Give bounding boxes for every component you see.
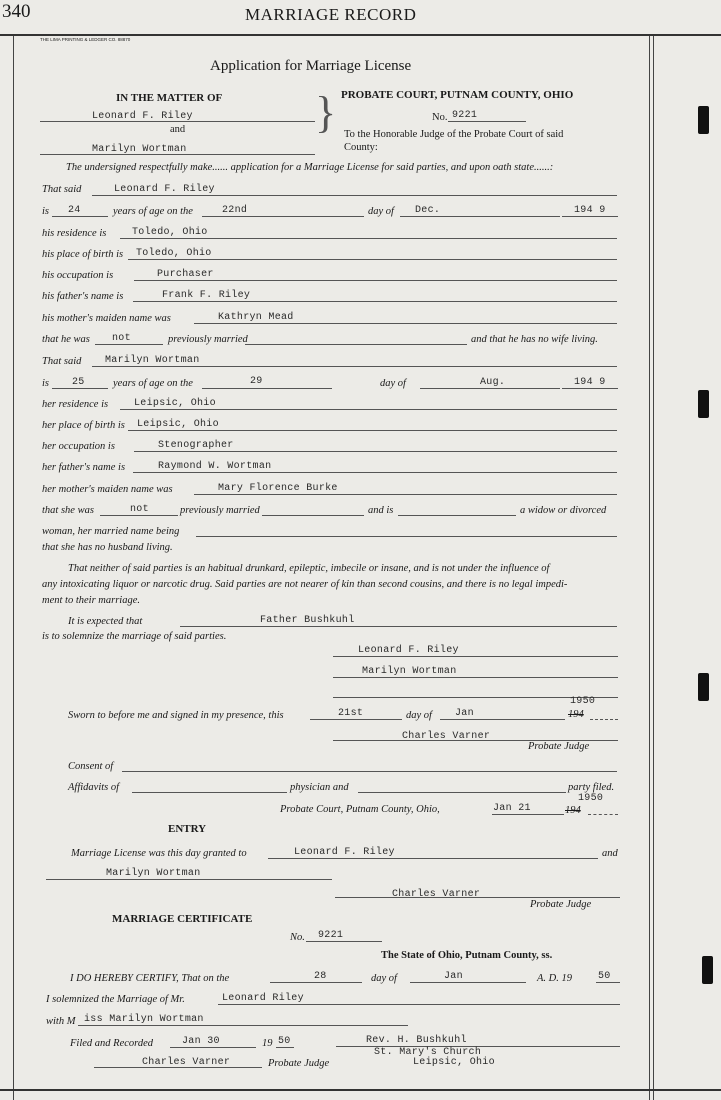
bride-married-value: not	[130, 504, 149, 515]
judge-signature-2: Charles Varner	[392, 889, 481, 900]
rule	[202, 388, 332, 389]
rule	[40, 154, 315, 155]
probate-judge-3: Probate Judge	[268, 1058, 330, 1069]
binder-tab-mark	[702, 956, 713, 984]
groom-father-label: his father's name is	[42, 291, 124, 302]
rule	[333, 677, 618, 678]
rule	[40, 121, 315, 122]
honorable-line2: County:	[344, 142, 378, 153]
rule	[335, 897, 620, 898]
rule	[398, 515, 516, 516]
groom-age: 24	[68, 205, 81, 216]
groom-name: Leonard F. Riley	[114, 184, 215, 195]
rule	[562, 216, 618, 217]
judge-signature-1: Charles Varner	[402, 731, 491, 742]
rule	[133, 472, 617, 473]
groom-birthplace: Toledo, Ohio	[136, 248, 212, 259]
groom-mother-label: his mother's maiden name was	[42, 313, 171, 324]
party-filed: party filed.	[568, 782, 615, 793]
groom-married-b: previously married	[168, 334, 248, 345]
rule	[270, 982, 362, 983]
bride-residence: Leipsic, Ohio	[134, 398, 216, 409]
judge-signature-3: Charles Varner	[142, 1057, 231, 1068]
rule	[132, 792, 287, 793]
groom-is: is	[42, 206, 50, 217]
bride-mother-label: her mother's maiden name was	[42, 484, 173, 495]
page-number: 340	[2, 1, 31, 22]
groom-birth-year: 194 9	[574, 205, 606, 216]
header-rule	[0, 34, 721, 36]
bride-birthplace: Leipsic, Ohio	[137, 419, 219, 430]
bride-widow-text: a widow or divorced	[520, 505, 607, 516]
bride-residence-label: her residence is	[42, 399, 109, 410]
rule	[170, 1047, 256, 1048]
officiant-signature: Rev. H. Bushkuhl	[366, 1035, 467, 1046]
marriage-year: 50	[598, 971, 611, 982]
right-margin-rule	[649, 36, 650, 1100]
sworn-year-handwritten: 1950	[570, 696, 596, 707]
certificate-no-label: No.	[290, 932, 305, 943]
footer-rule	[0, 1089, 721, 1091]
certify-label: I DO HEREBY CERTIFY, That on the	[70, 973, 230, 984]
rule	[92, 366, 617, 367]
rule	[122, 771, 617, 772]
rule	[52, 388, 108, 389]
state-county: The State of Ohio, Putnam County, ss.	[381, 950, 553, 961]
form-title: Application for Marriage License	[210, 58, 412, 74]
bride-no-husband: that she has no husband living.	[42, 542, 173, 553]
entry-and: and	[602, 848, 618, 859]
certificate-number: 9221	[318, 930, 344, 941]
groom-occupation-label: his occupation is	[42, 270, 114, 281]
groom-married-a: that he was	[42, 334, 90, 345]
groom-father: Frank F. Riley	[162, 290, 251, 301]
entry-bride: Marilyn Wortman	[106, 868, 201, 879]
groom-that-said: That said	[42, 184, 82, 195]
rule	[358, 792, 566, 793]
granted-label: Marriage License was this day granted to	[71, 848, 247, 859]
rule	[128, 259, 617, 260]
and-word: and	[170, 124, 186, 135]
ad-label: A. D. 19	[537, 973, 572, 984]
groom-residence-label: his residence is	[42, 228, 107, 239]
officiant-name: Father Bushkuhl	[260, 615, 355, 626]
rule	[202, 216, 364, 217]
sworn-day: 21st	[338, 708, 364, 719]
church-town: Leipsic, Ohio	[413, 1057, 495, 1068]
groom-occupation: Purchaser	[157, 269, 214, 280]
expected-label: It is expected that	[68, 616, 143, 627]
bride-that-said: That said	[42, 356, 82, 367]
marriage-day: 28	[314, 971, 327, 982]
bride-is: is	[42, 378, 50, 389]
printer-credit: THE LIMA PRINTING & LEDGER CO. 88870	[40, 37, 131, 42]
bride-day-of: day of	[380, 378, 406, 389]
bride-mother: Mary Florence Burke	[218, 483, 338, 494]
rule	[590, 719, 618, 720]
consent-label: Consent of	[68, 761, 114, 772]
rule	[194, 323, 617, 324]
rule	[448, 121, 526, 122]
bride-age: 25	[72, 377, 85, 388]
filed-year-label: 19	[262, 1038, 273, 1049]
oath-line1: That neither of said parties is an habitual drunkard, epileptic, imbecile or insane, and is not under the influence of	[68, 563, 550, 574]
rule	[194, 494, 617, 495]
certificate-title: MARRIAGE CERTIFICATE	[112, 913, 253, 925]
sworn-month: Jan	[455, 708, 474, 719]
bride-name: Marilyn Wortman	[105, 355, 200, 366]
groom-residence: Toledo, Ohio	[132, 227, 208, 238]
rule	[333, 656, 618, 657]
groom-mother: Kathryn Mead	[218, 312, 294, 323]
sworn-day-of: day of	[406, 710, 432, 721]
rule	[95, 344, 163, 345]
rule	[134, 451, 617, 452]
groom-birth-month: Dec.	[415, 205, 441, 216]
rule	[596, 982, 620, 983]
rule	[180, 626, 617, 627]
bride-occupation-label: her occupation is	[42, 441, 115, 452]
rule	[128, 430, 617, 431]
no-label: No.	[432, 112, 448, 123]
bride-and-is: and is	[368, 505, 394, 516]
solemnized-label: I solemnized the Marriage of Mr.	[46, 994, 185, 1005]
court-year-printed: 194	[565, 805, 581, 816]
filed-date: Jan 30	[182, 1036, 220, 1047]
bride-birth-day: 29	[250, 376, 263, 387]
bride-birth-label: her place of birth is	[42, 420, 125, 431]
oath-line3: ment to their marriage.	[42, 595, 140, 606]
rule	[218, 1004, 620, 1005]
entry-title: ENTRY	[168, 823, 207, 835]
solemnize-text: is to solemnize the marriage of said parties.	[42, 631, 227, 642]
rule	[276, 1047, 294, 1048]
filed-year: 50	[278, 1036, 291, 1047]
rule	[133, 301, 617, 302]
entry-groom: Leonard F. Riley	[294, 847, 395, 858]
with-label: with M	[46, 1016, 76, 1027]
certificate-bride: iss Marilyn Wortman	[84, 1014, 204, 1025]
oath-line2: any intoxicating liquor or narcotic drug. Said parties are not nearer of kin than second cousins, and there is no legal impedi-	[42, 579, 568, 590]
rule	[134, 280, 617, 281]
left-margin-rule	[13, 36, 14, 1100]
sworn-label: Sworn to before me and signed in my presence, this	[68, 710, 284, 721]
groom-signature: Leonard F. Riley	[358, 645, 459, 656]
bride-married-b: previously married	[180, 505, 260, 516]
rule	[492, 814, 564, 815]
bride-age-text: years of age on the	[113, 378, 193, 389]
rule	[400, 216, 560, 217]
court-date-label: Probate Court, Putnam County, Ohio,	[280, 804, 440, 815]
rule	[420, 388, 560, 389]
rule	[94, 1067, 262, 1068]
rule	[562, 388, 618, 389]
binder-tab-mark	[698, 390, 709, 418]
rule	[46, 879, 332, 880]
rule	[196, 536, 617, 537]
bride-occupation: Stenographer	[158, 440, 234, 451]
rule	[120, 238, 617, 239]
court-name: PROBATE COURT, PUTNAM COUNTY, OHIO	[341, 89, 574, 101]
right-margin-rule-2	[653, 36, 654, 1100]
bride-name-matter: Marilyn Wortman	[92, 144, 187, 155]
court-year-handwritten: 1950	[578, 793, 604, 804]
bride-father: Raymond W. Wortman	[158, 461, 272, 472]
brace-glyph: }	[315, 88, 337, 137]
intro-text: The undersigned respectfully make...... application for a Marriage License for said parties, and upon oath state......:	[66, 162, 554, 173]
groom-birth-day: 22nd	[222, 205, 248, 216]
court-date: Jan 21	[493, 803, 531, 814]
groom-day-of: day of	[368, 206, 394, 217]
marriage-day-of: day of	[371, 973, 397, 984]
binder-tab-mark	[698, 673, 709, 701]
filed-label: Filed and Recorded	[70, 1038, 154, 1049]
bride-married-a: that she was	[42, 505, 94, 516]
physician-and: physician and	[290, 782, 349, 793]
rule	[310, 719, 402, 720]
rule	[92, 195, 617, 196]
groom-age-text: years of age on the	[113, 206, 193, 217]
rule	[78, 1025, 408, 1026]
binder-tab-mark	[698, 106, 709, 134]
rule	[262, 515, 364, 516]
bride-woman-label: woman, her married name being	[42, 526, 180, 537]
probate-judge-1: Probate Judge	[528, 741, 590, 752]
certificate-groom: Leonard Riley	[222, 993, 304, 1004]
bride-signature: Marilyn Wortman	[362, 666, 457, 677]
in-matter-of: IN THE MATTER OF	[116, 92, 223, 104]
rule	[588, 814, 618, 815]
rule	[120, 409, 617, 410]
church-name: St. Mary's Church	[374, 1047, 482, 1058]
marriage-month: Jan	[444, 971, 463, 982]
rule	[52, 216, 108, 217]
groom-married-c: and that he has no wife living.	[471, 334, 598, 345]
record-title: MARRIAGE RECORD	[245, 5, 417, 24]
bride-father-label: her father's name is	[42, 462, 126, 473]
rule	[268, 858, 598, 859]
application-number: 9221	[452, 110, 478, 121]
rule	[410, 982, 526, 983]
rule	[245, 344, 467, 345]
groom-married-value: not	[112, 333, 131, 344]
rule	[440, 719, 565, 720]
bride-birth-year: 194 9	[574, 377, 606, 388]
probate-judge-2: Probate Judge	[530, 899, 592, 910]
honorable-line1: To the Honorable Judge of the Probate Court of said	[344, 129, 564, 140]
rule	[100, 515, 178, 516]
bride-birth-month: Aug.	[480, 377, 506, 388]
rule	[306, 941, 382, 942]
groom-name-matter: Leonard F. Riley	[92, 111, 193, 122]
groom-birth-label: his place of birth is	[42, 249, 124, 260]
sworn-year-printed: 194	[568, 709, 584, 720]
affidavits-label: Affidavits of	[68, 782, 120, 793]
